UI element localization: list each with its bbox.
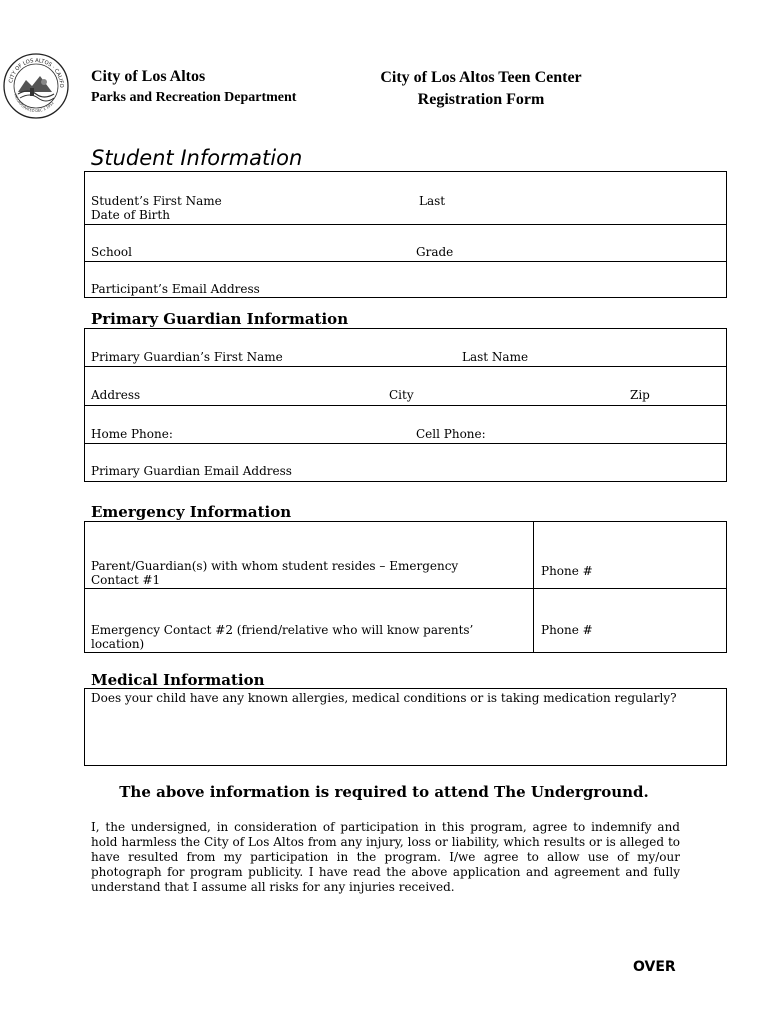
requirement-notice: The above information is required to attend The Underground. — [119, 783, 649, 801]
org-name: City of Los Altos — [91, 68, 206, 85]
student-info-box — [84, 171, 727, 298]
medical-section-heading: Medical Information — [91, 671, 265, 689]
emergency-contact-1-field[interactable]: Parent/Guardian(s) with whom student resides – Emergency Contact #1 — [91, 559, 459, 587]
form-subtitle: Registration Form — [417, 91, 545, 108]
home-phone-field[interactable]: Home Phone: — [91, 427, 173, 441]
grade-field[interactable]: Grade — [416, 245, 454, 259]
department-name: Parks and Recreation Department — [91, 90, 297, 105]
svg-text:CITY OF LOS ALTOS · CALIFORNIA: CITY OF LOS ALTOS · CALIFO — [8, 57, 65, 88]
divider — [533, 521, 534, 653]
guardian-last-name-field[interactable]: Last Name — [462, 350, 529, 364]
divider — [84, 405, 727, 406]
city-seal-logo — [2, 52, 70, 120]
guardian-section-heading: Primary Guardian Information — [91, 310, 349, 328]
emergency-section-heading: Emergency Information — [91, 503, 292, 521]
divider — [84, 261, 727, 262]
student-section-heading: Student Information — [91, 146, 303, 170]
participant-email-field[interactable]: Participant’s Email Address — [91, 282, 260, 296]
over-label: OVER — [633, 959, 676, 975]
student-first-name-field[interactable]: Student’s First Name — [91, 194, 222, 208]
guardian-first-name-field[interactable]: Primary Guardian’s First Name — [91, 350, 283, 364]
phone-1-field[interactable]: Phone # — [541, 564, 593, 578]
form-title: City of Los Altos Teen Center — [380, 69, 582, 86]
guardian-email-field[interactable]: Primary Guardian Email Address — [91, 464, 292, 478]
zip-field[interactable]: Zip — [630, 388, 650, 402]
divider — [84, 366, 727, 367]
divider — [84, 224, 727, 225]
emergency-contact-2-field[interactable]: Emergency Contact #2 (friend/relative who will know parents’ location) — [91, 623, 474, 651]
divider — [84, 588, 727, 589]
waiver-text: I, the undersigned, in consideration of participation in this program, agree to indemnify and hold harmless the City of Los Altos from any injury, loss or liability, which results or is alleged to have resulted from my participation in the program. I/we agree to allow use of my/our photograph for program publicity. I have read the above application and agreement and fully understand that I assume all risks for any injuries received. — [91, 820, 680, 894]
divider — [84, 443, 727, 444]
city-field[interactable]: City — [389, 388, 414, 402]
address-field[interactable]: Address — [91, 388, 141, 402]
cell-phone-field[interactable]: Cell Phone: — [416, 427, 486, 441]
student-last-name-field[interactable]: Last — [419, 194, 446, 208]
date-of-birth-field[interactable]: Date of Birth — [91, 208, 170, 222]
svg-text:INCORPORATED DEC 1 1952: INCORPORATED DEC 1 1952 — [13, 93, 55, 114]
phone-2-field[interactable]: Phone # — [541, 623, 593, 637]
medical-question: Does your child have any known allergies, medical conditions or is taking medication regularly? — [91, 691, 677, 705]
school-field[interactable]: School — [91, 245, 132, 259]
